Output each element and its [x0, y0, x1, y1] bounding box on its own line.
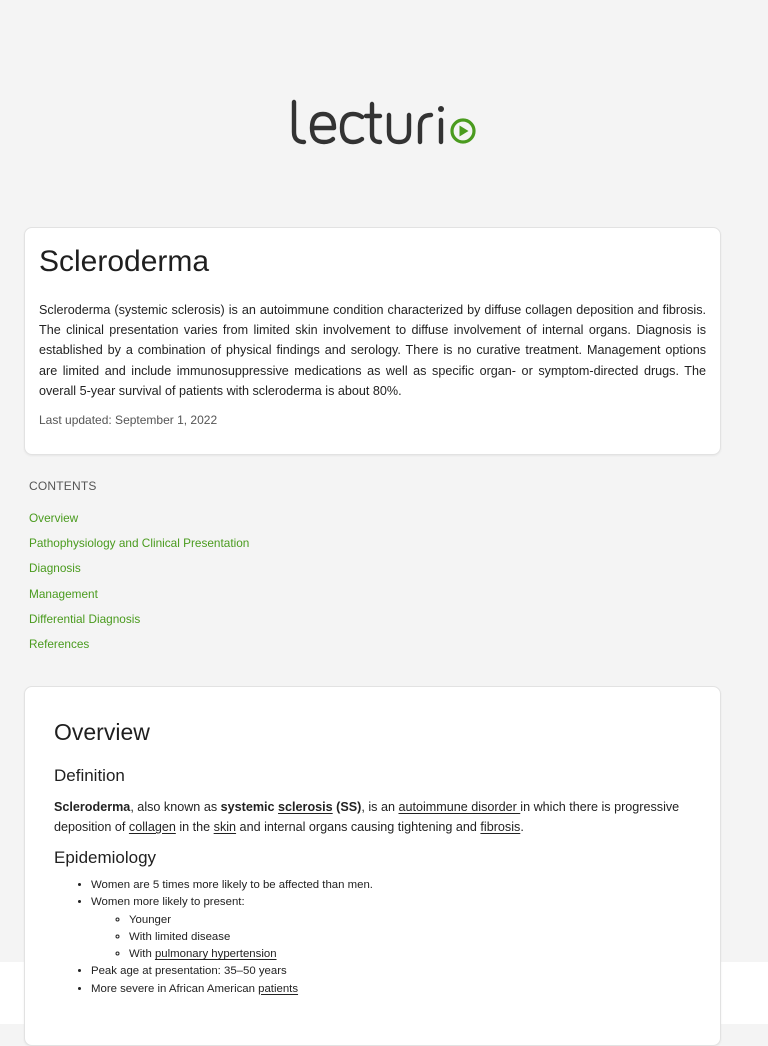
list-item	[91, 981, 691, 998]
list-item-text: Women more likely to present:	[91, 896, 245, 909]
toc-item	[29, 587, 249, 612]
list-item: • Women are 5 times more likely to be affected than men.	[91, 877, 691, 894]
text-segment: , also known as	[130, 800, 221, 814]
list-item-text: With	[129, 948, 155, 961]
article-intro-card	[24, 227, 721, 455]
toc-link-pathophysiology[interactable]: Pathophysiology and Clinical Presentation	[29, 536, 250, 551]
definition-heading: Definition	[54, 766, 125, 785]
list-item	[91, 894, 691, 963]
toc-item	[29, 612, 249, 637]
link-sclerosis[interactable]: sclerosis	[278, 800, 333, 814]
definition-paragraph	[54, 797, 691, 837]
toc-item	[29, 561, 249, 586]
last-updated: Last updated: September 1, 2022	[39, 413, 218, 428]
toc-item	[29, 511, 249, 536]
toc-item	[29, 536, 249, 561]
link-pulmonary-hypertension[interactable]: pulmonary hypertension	[154, 948, 277, 961]
sub-list	[91, 912, 691, 964]
text-segment: and internal organs causing tightening and	[236, 820, 481, 834]
overview-heading: Overview	[54, 719, 150, 745]
epidemiology-list	[54, 877, 691, 998]
toc-link-diagnosis[interactable]: Diagnosis	[29, 561, 81, 576]
text-segment: in which there is progressive deposition of	[54, 800, 680, 834]
link-skin[interactable]: skin	[213, 820, 237, 834]
text-segment: .	[520, 820, 524, 834]
list-item: • Peak age at presentation: 35–50 years	[91, 963, 691, 980]
link-collagen[interactable]: collagen	[128, 820, 176, 834]
text-segment: in the	[175, 820, 214, 834]
article-title: Scleroderma	[39, 245, 210, 278]
toc-link-management[interactable]: Management	[29, 586, 98, 601]
list-item-text: More severe in African American	[91, 982, 259, 995]
link-fibrosis[interactable]: fibrosis	[480, 820, 521, 834]
toc-link-differential-diagnosis[interactable]: Differential Diagnosis	[29, 611, 141, 626]
overview-section-card	[24, 686, 721, 1046]
text-segment: , is an	[361, 800, 399, 814]
toc-item	[29, 637, 249, 662]
lecturio-logo[interactable]	[290, 98, 480, 148]
sub-list-item: ◦ Younger	[129, 912, 691, 929]
toc-link-references[interactable]: References	[29, 636, 90, 651]
epidemiology-heading: Epidemiology	[54, 848, 157, 867]
term-systemic: systemic	[220, 800, 279, 814]
sub-list-item	[129, 946, 691, 963]
table-of-contents	[29, 511, 249, 662]
term-ss: (SS)	[332, 800, 362, 814]
toc-link-overview[interactable]: Overview	[29, 511, 79, 525]
link-autoimmune-disorder[interactable]: autoimmune disorder	[398, 800, 521, 814]
contents-heading: CONTENTS	[29, 479, 97, 493]
article-summary: Scleroderma (systemic sclerosis) is an autoimmune condition characterized by diffuse collagen deposition and fibrosis. The clinical presentation varies from limited skin involvement to diffuse involvement of internal organs. Diagnosis is established by a combination of physical findings and serology. There is no curative treatment. Management options are limited and include immunosuppressive medications as well as specific organ- or symptom-directed drugs. The overall 5-year survival of patients with scleroderma is about 80%.	[39, 303, 706, 398]
link-patients[interactable]: patients	[258, 982, 299, 995]
term-scleroderma: Scleroderma	[54, 800, 131, 814]
sub-list-item: ◦ With limited disease	[129, 929, 691, 946]
